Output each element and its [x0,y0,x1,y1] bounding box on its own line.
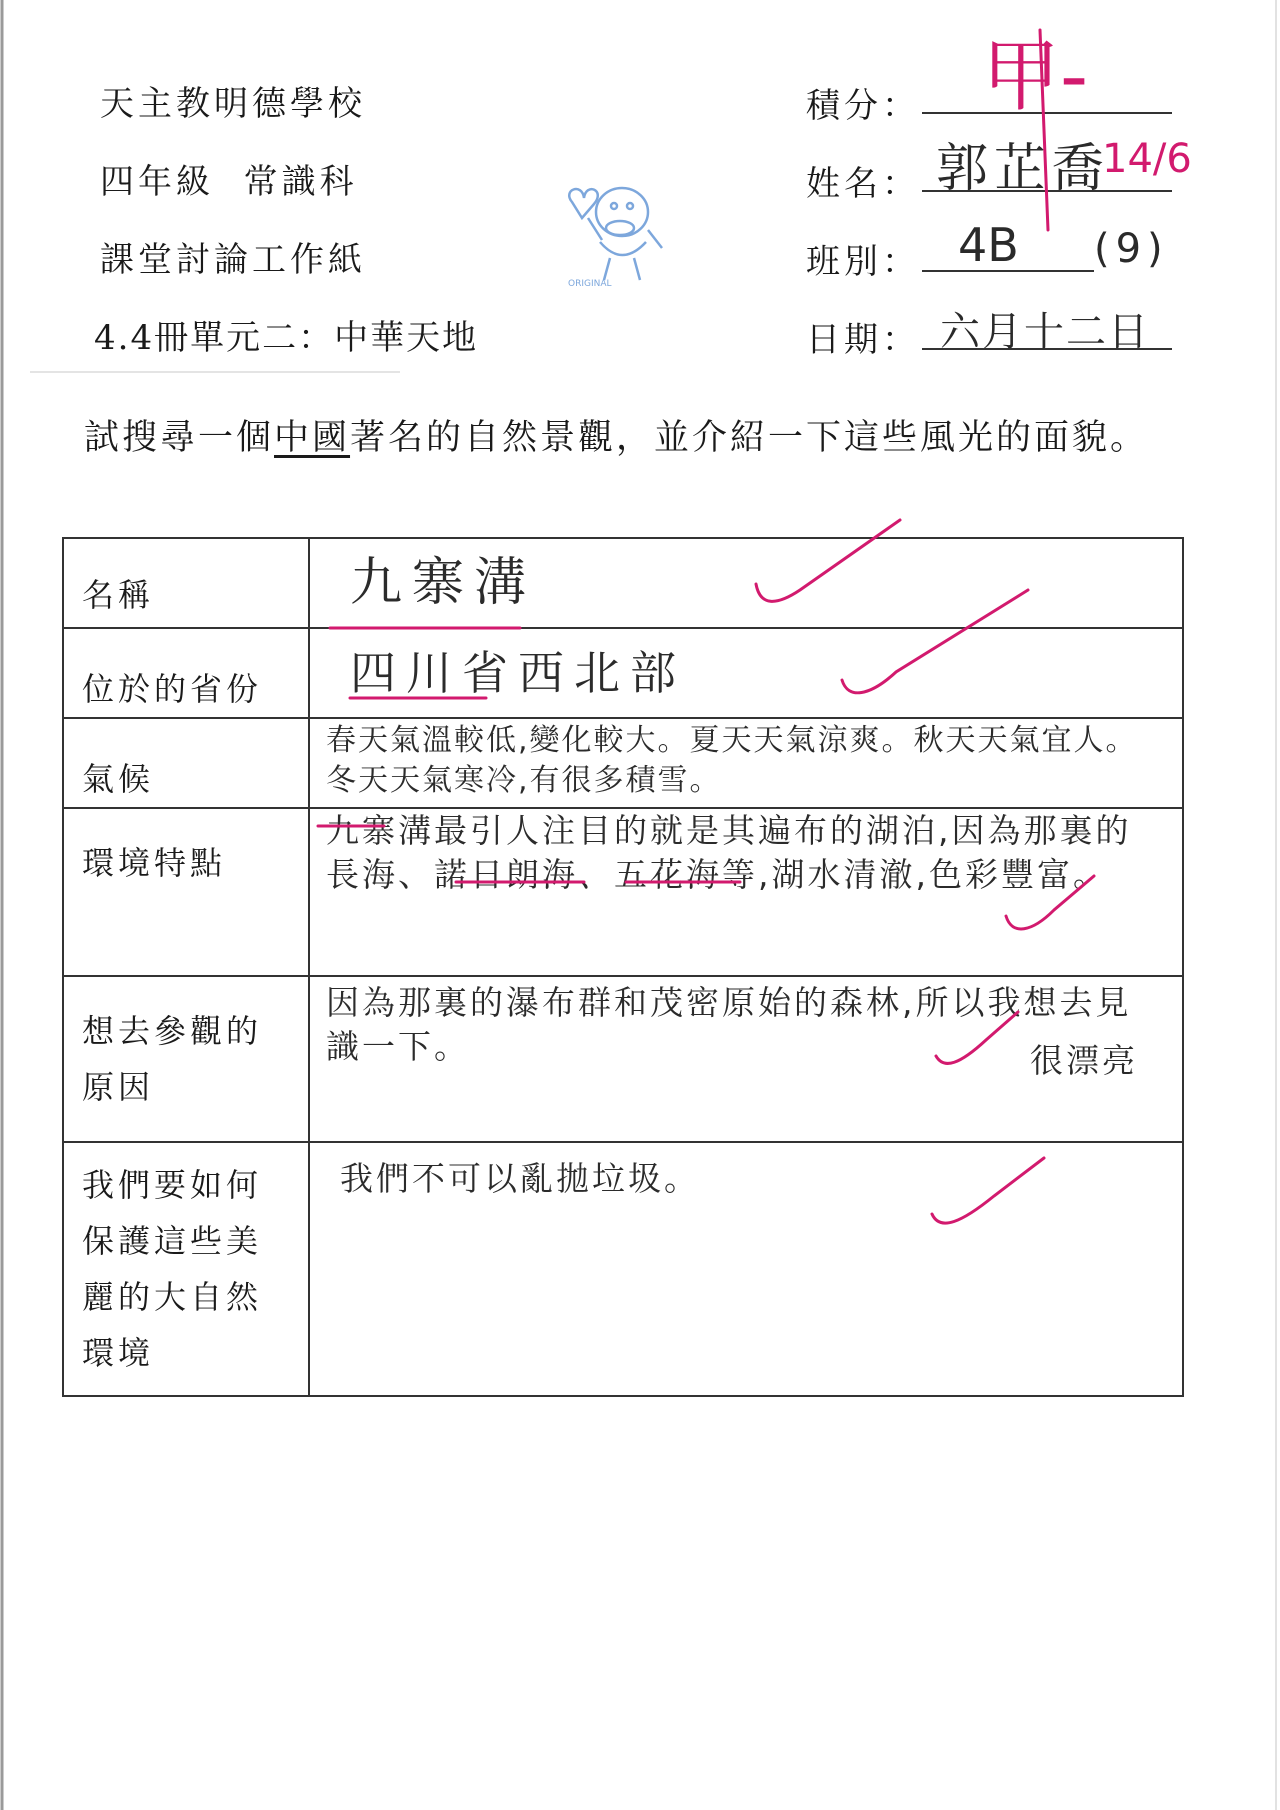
date-value: 六月十二日 [940,309,1150,355]
row-value-features: 九寨溝最引人注目的就是其遍布的湖泊,因為那裏的長海、諾日朗海、五花海等,湖水清澈,色彩豐富。 [309,808,1183,976]
row-label: 氣候 [63,718,309,808]
question-prompt [84,410,1148,460]
worksheet-title: 課堂討論工作紙 [100,240,366,280]
score-grade: 甲- [982,32,1089,122]
row-value-name: 九寨溝 [309,538,1183,628]
table-row [63,808,1183,976]
svg-text:ORIGINAL: ORIGINAL [568,279,612,289]
row-label: 想去參觀的原因 [63,976,309,1142]
class-label: 班別： [806,242,920,282]
teacher-date-mark: 14/6 [1102,136,1192,182]
row-value-province: 四川省西北部 [309,628,1183,718]
reason-text: 因為那裏的瀑布群和茂密原始的森林,所以我想去見識一下。 [326,983,1132,1066]
row-label: 環境特點 [63,808,309,976]
prompt-before: 試搜尋一個 [84,418,275,458]
table-row [63,628,1183,718]
school-name: 天主教明德學校 [100,84,366,124]
table-row [63,718,1183,808]
name-label: 姓名： [806,164,920,204]
unit-title: 4.4冊單元二：中華天地 [94,318,479,358]
row-value-climate: 春天氣溫較低,變化較大。夏天天氣涼爽。秋天天氣宜人。冬天天氣寒冷,有很多積雪。 [309,718,1183,808]
score-label: 積分： [806,86,920,126]
table-row [63,976,1183,1142]
prompt-country: 中國 [274,418,351,458]
table-row [63,1142,1183,1396]
class-number: (9) [1094,226,1169,272]
student-name: 郭芷喬 [936,139,1111,199]
worksheet-table [62,537,1184,1397]
row-label: 我們要如何保護這些美麗的大自然環境 [63,1142,309,1396]
grade-subject: 四年級 常識科 [100,162,358,202]
reason-insert: 很漂亮 [1030,1041,1138,1080]
row-label: 位於的省份 [63,628,309,718]
class-value: 4B [958,218,1019,272]
prompt-after: 著名的自然景觀，並介紹一下這些風光的面貌。 [350,418,1149,458]
row-value-protect: 我們不可以亂拋垃圾。 [309,1142,1183,1396]
row-label: 名稱 [63,538,309,628]
table-row [63,538,1183,628]
date-label: 日期： [806,320,920,360]
row-value-reason [309,976,1183,1142]
